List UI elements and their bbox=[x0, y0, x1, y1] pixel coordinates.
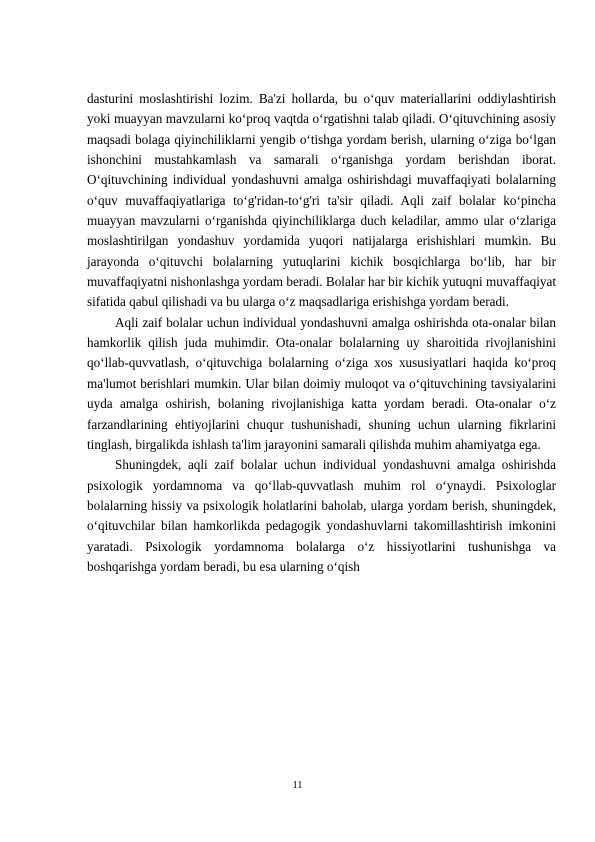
paragraph-1: dasturini moslashtirishi lozim. Ba'zi hollarda, bu o‘quv materiallarini oddiylashtirish yoki muayyan mavzularni ko‘proq vaqtda o‘rgatishni talab qiladi. O‘qituvchining asosiy maqsadi bolaga qiyinchiliklarni yengib o‘tishga yordam berish, ularning o‘ziga bo‘lgan ishonchini mustahkamlash va samarali o‘rganishga yordam berishdan iborat. O‘qituvchining individual yondashuvni amalga oshirishdagi muvaffaqiyati bolalarning o‘quv muvaffaqiyatlariga to‘g'ridan-to‘g'ri ta'sir qiladi. Aqli zaif bolalar ko‘pincha muayyan mavzularni o‘rganishda qiyinchiliklarga duch keladilar, ammo ular o‘zlariga moslashtirilgan yondashuv yordamida yuqori natijalarga erishishlari mumkin. Bu jarayonda o‘qituvchi bolalarning yutuqlarini kichik bosqichlarga bo‘lib, har bir muvaffaqiyatni nishonlashga yordam beradi. Bolalar har bir kichik yutuqni muvaffaqiyat sifatida qabul qilishadi va bu ularga o‘z maqsadlariga erishishga yordam beradi. bbox=[87, 91, 557, 310]
body-text bbox=[87, 89, 556, 577]
paragraph-2: Aqli zaif bolalar uchun individual yondashuvni amalga oshirishda ota-onalar bilan hamkorlik qilish juda muhimdir. Ota-onalar bolalarning uy sharoitida rivojlanishini qo‘llab-quvvatlash, o‘qituvchiga bolalarning o‘ziga xos xususiyatlari haqida ko‘proq ma'lumot berishlari mumkin. Ular bilan doimiy muloqot va o‘qituvchining tavsiyalarini uyda amalga oshirish, bolaning rivojlanishiga katta yordam beradi. Ota-onalar o‘z farzandlarining ehtiyojlarini chuqur tushunishadi, shuning uchun ularning fikrlarini tinglash, birgalikda ishlash ta'lim jarayonini samarali qilishda muhim ahamiyatga ega. bbox=[87, 314, 556, 452]
paragraph-3: Shuningdek, aqli zaif bolalar uchun individual yondashuvni amalga oshirishda psixologik yordamnoma va qo‘llab-quvvatlash muhim rol o‘ynaydi. Psixologlar bolalarning hissiy va psixologik holatlarini baholab, ularga yordam berish, shuningdek, o‘qituvchilar bilan hamkorlikda pedagogik yondashuvlarni takomillashtirish imkonini yaratadi. Psixologik yordamnoma bolalarga o‘z hissiyotlarini tushunishga va boshqarishga yordam beradi, bu esa ularning o‘qish bbox=[87, 457, 556, 574]
page-number: 11 bbox=[292, 780, 303, 791]
